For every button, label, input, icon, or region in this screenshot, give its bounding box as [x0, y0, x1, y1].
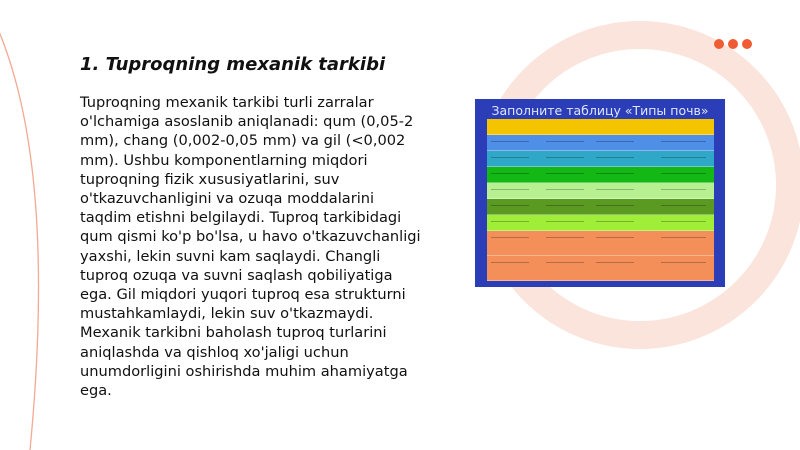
table-band: [487, 135, 714, 151]
cell-text-line: [661, 221, 706, 222]
cell-text-line: [661, 141, 706, 142]
cell-text-line: [546, 221, 584, 222]
dot-icon: [714, 39, 724, 49]
table-bands: [487, 119, 714, 281]
dot-icon: [742, 39, 752, 49]
dot-icon: [728, 39, 738, 49]
cell-text-line: [546, 262, 584, 263]
table-band: [487, 119, 714, 135]
cell-text-line: [596, 221, 634, 222]
cell-text-line: [596, 157, 634, 158]
cell-text-line: [546, 141, 584, 142]
cell-text-line: [661, 237, 706, 238]
cell-text-line: [596, 141, 634, 142]
cell-text-line: [491, 141, 529, 142]
cell-text-line: [546, 157, 584, 158]
cell-text-line: [491, 189, 529, 190]
cell-text-line: [596, 205, 634, 206]
image-caption: Заполните таблицу «Типы почв»: [491, 103, 709, 118]
cell-text-line: [596, 237, 634, 238]
cell-text-line: [596, 189, 634, 190]
slide-title: 1. Tuproqning mexanik tarkibi: [80, 54, 386, 75]
cell-text-line: [546, 237, 584, 238]
cell-text-line: [491, 221, 529, 222]
cell-text-line: [491, 157, 529, 158]
cell-text-line: [491, 205, 529, 206]
table-band: [487, 231, 714, 256]
cell-text-line: [546, 173, 584, 174]
cell-text-line: [661, 205, 706, 206]
cell-text-line: [491, 173, 529, 174]
soil-types-table-image: [475, 99, 725, 287]
cell-text-line: [491, 237, 529, 238]
cell-text-line: [661, 189, 706, 190]
cell-text-line: [661, 173, 706, 174]
cell-text-line: [596, 173, 634, 174]
table-band: [487, 167, 714, 183]
table-band: [487, 151, 714, 167]
slide-body-text: Tuproqning mexanik tarkibi turli zarralar o'lchamiga asoslanib aniqlanadi: qum (0,05-2 mm), chang (0,002-0,05 mm) va gil (<0,002 mm). Ushbu komponentlarning miqdori tuproqning fizik xususiyatlarini, suv o'tkazuvchanligini va ozuqa moddalarini taqdim etishni belgilaydi. Tuproq tarkibidagi qum qismi ko'p bo'lsa, u havo o'tkazuvchanligi yaxshi, lekin suvni kam saqlaydi. Changli tuproq ozuqa va suvni saqlash qobiliyatiga ega. Gil miqdori yuqori tuproq esa strukturni mustahkamlaydi, lekin suv o'tkazmaydi. Mexanik tarkibni baholash tuproq turlarini aniqlashda va qishloq xo'jaligi uchun unumdorligini oshirishda muhim ahamiyatga ega.: [80, 94, 421, 400]
table-band: [487, 183, 714, 199]
cell-text-line: [661, 262, 706, 263]
cell-text-line: [546, 205, 584, 206]
table-band: [487, 199, 714, 215]
cell-text-line: [661, 157, 706, 158]
table-band: [487, 215, 714, 231]
cell-text-line: [546, 189, 584, 190]
cell-text-line: [491, 262, 529, 263]
table-band: [487, 256, 714, 281]
menu-dots: [714, 39, 752, 49]
cell-text-line: [596, 262, 634, 263]
